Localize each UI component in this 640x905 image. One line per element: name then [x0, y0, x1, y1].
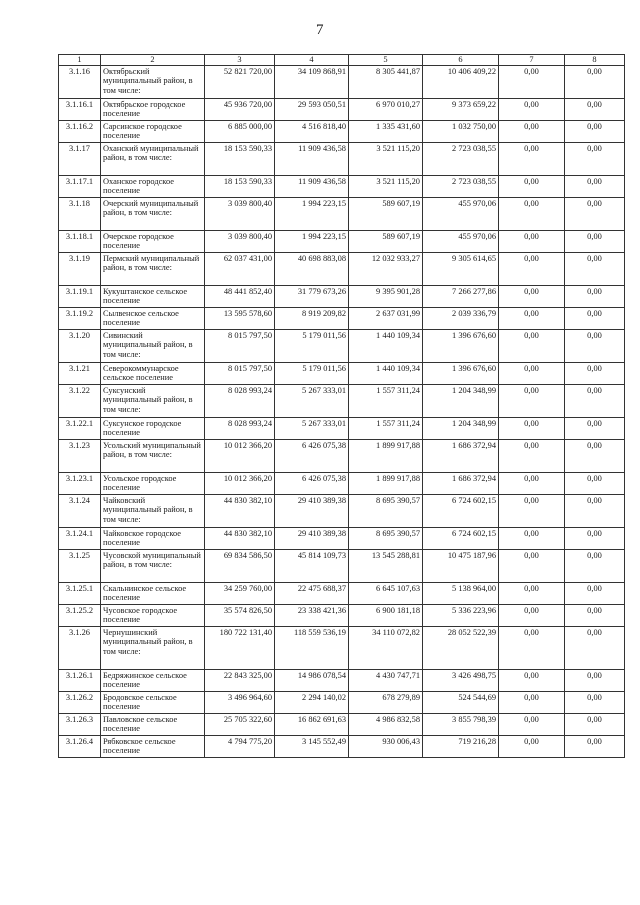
value-col-3: 6 885 000,00	[205, 121, 275, 143]
value-col-5: 4 430 747,71	[349, 670, 423, 692]
value-col-5: 9 395 901,28	[349, 286, 423, 308]
table-row	[59, 330, 625, 363]
value-col-3: 45 936 720,00	[205, 99, 275, 121]
column-header: 2	[101, 55, 205, 66]
column-header: 1	[59, 55, 101, 66]
value-col-5: 1 899 917,88	[349, 440, 423, 473]
value-col-4: 14 986 078,54	[275, 670, 349, 692]
row-name: Усольский муниципальный район, в том числе:	[101, 440, 205, 473]
value-col-6: 1 686 372,94	[423, 473, 499, 495]
value-col-5: 1 899 917,88	[349, 473, 423, 495]
value-col-4: 29 593 050,51	[275, 99, 349, 121]
value-col-3: 8 015 797,50	[205, 330, 275, 363]
row-number: 3.1.16	[59, 66, 101, 99]
value-col-6: 1 204 348,99	[423, 385, 499, 418]
row-name: Суксунский муниципальный район, в том числе:	[101, 385, 205, 418]
row-number: 3.1.25.1	[59, 583, 101, 605]
value-col-7: 0,00	[499, 736, 565, 758]
column-header: 7	[499, 55, 565, 66]
value-col-4: 5 267 333,01	[275, 418, 349, 440]
value-col-4: 6 426 075,38	[275, 440, 349, 473]
value-col-4: 23 338 421,36	[275, 605, 349, 627]
row-name: Чернушинский муниципальный район, в том числе:	[101, 627, 205, 670]
value-col-4: 31 779 673,26	[275, 286, 349, 308]
value-col-3: 13 595 578,60	[205, 308, 275, 330]
row-name: Чусовское городское поселение	[101, 605, 205, 627]
value-col-7: 0,00	[499, 528, 565, 550]
table-row	[59, 473, 625, 495]
table-row	[59, 66, 625, 99]
value-col-3: 44 830 382,10	[205, 495, 275, 528]
value-col-7: 0,00	[499, 143, 565, 176]
value-col-3: 10 012 366,20	[205, 473, 275, 495]
value-col-7: 0,00	[499, 440, 565, 473]
value-col-7: 0,00	[499, 714, 565, 736]
table-row	[59, 692, 625, 714]
value-col-3: 22 843 325,00	[205, 670, 275, 692]
value-col-8: 0,00	[565, 736, 625, 758]
value-col-6: 10 406 409,22	[423, 66, 499, 99]
value-col-5: 2 637 031,99	[349, 308, 423, 330]
value-col-4: 118 559 536,19	[275, 627, 349, 670]
value-col-4: 45 814 109,73	[275, 550, 349, 583]
table-row	[59, 198, 625, 231]
value-col-7: 0,00	[499, 253, 565, 286]
value-col-4: 6 426 075,38	[275, 473, 349, 495]
value-col-5: 1 557 311,24	[349, 418, 423, 440]
value-col-5: 1 440 109,34	[349, 330, 423, 363]
value-col-3: 4 794 775,20	[205, 736, 275, 758]
row-name: Усольское городское поселение	[101, 473, 205, 495]
value-col-5: 13 545 288,81	[349, 550, 423, 583]
value-col-3: 62 037 431,00	[205, 253, 275, 286]
value-col-8: 0,00	[565, 286, 625, 308]
row-number: 3.1.26.4	[59, 736, 101, 758]
value-col-7: 0,00	[499, 583, 565, 605]
column-header: 6	[423, 55, 499, 66]
value-col-6: 5 138 964,00	[423, 583, 499, 605]
row-name: Чайковский муниципальный район, в том числе:	[101, 495, 205, 528]
value-col-8: 0,00	[565, 198, 625, 231]
column-header: 3	[205, 55, 275, 66]
table-row	[59, 253, 625, 286]
value-col-4: 5 179 011,56	[275, 363, 349, 385]
table-row	[59, 231, 625, 253]
table-row	[59, 385, 625, 418]
row-name: Сылвенское сельское поселение	[101, 308, 205, 330]
value-col-5: 8 695 390,57	[349, 495, 423, 528]
value-col-8: 0,00	[565, 143, 625, 176]
table-row	[59, 308, 625, 330]
table-row	[59, 121, 625, 143]
value-col-6: 2 723 038,55	[423, 176, 499, 198]
value-col-6: 455 970,06	[423, 198, 499, 231]
value-col-8: 0,00	[565, 330, 625, 363]
value-col-4: 5 267 333,01	[275, 385, 349, 418]
row-name: Октябрьский муниципальный район, в том числе:	[101, 66, 205, 99]
value-col-6: 3 426 498,75	[423, 670, 499, 692]
value-col-6: 2 723 038,55	[423, 143, 499, 176]
value-col-7: 0,00	[499, 385, 565, 418]
value-col-5: 6 645 107,63	[349, 583, 423, 605]
column-header: 5	[349, 55, 423, 66]
table-body	[59, 55, 625, 758]
row-number: 3.1.19.2	[59, 308, 101, 330]
table-row	[59, 143, 625, 176]
table-row	[59, 550, 625, 583]
row-name: Сивинский муниципальный район, в том числе:	[101, 330, 205, 363]
value-col-8: 0,00	[565, 670, 625, 692]
value-col-3: 48 441 852,40	[205, 286, 275, 308]
value-col-6: 455 970,06	[423, 231, 499, 253]
value-col-5: 678 279,89	[349, 692, 423, 714]
value-col-7: 0,00	[499, 363, 565, 385]
row-number: 3.1.25.2	[59, 605, 101, 627]
value-col-4: 29 410 389,38	[275, 495, 349, 528]
value-col-7: 0,00	[499, 198, 565, 231]
column-header: 4	[275, 55, 349, 66]
value-col-8: 0,00	[565, 385, 625, 418]
value-col-4: 4 516 818,40	[275, 121, 349, 143]
row-name: Октябрьское городское поселение	[101, 99, 205, 121]
value-col-7: 0,00	[499, 99, 565, 121]
value-col-8: 0,00	[565, 176, 625, 198]
table-row	[59, 528, 625, 550]
value-col-6: 1 396 676,60	[423, 330, 499, 363]
value-col-5: 1 440 109,34	[349, 363, 423, 385]
row-name: Очерский муниципальный район, в том числе:	[101, 198, 205, 231]
row-name: Павловское сельское поселение	[101, 714, 205, 736]
value-col-3: 180 722 131,40	[205, 627, 275, 670]
value-col-3: 10 012 366,20	[205, 440, 275, 473]
row-number: 3.1.26	[59, 627, 101, 670]
row-number: 3.1.24	[59, 495, 101, 528]
value-col-3: 52 821 720,00	[205, 66, 275, 99]
value-col-4: 11 909 436,58	[275, 176, 349, 198]
row-number: 3.1.23.1	[59, 473, 101, 495]
row-name: Бедряжинское сельское поселение	[101, 670, 205, 692]
value-col-6: 9 373 659,22	[423, 99, 499, 121]
value-col-5: 8 695 390,57	[349, 528, 423, 550]
row-name: Чайковское городское поселение	[101, 528, 205, 550]
row-number: 3.1.16.2	[59, 121, 101, 143]
value-col-6: 5 336 223,96	[423, 605, 499, 627]
row-number: 3.1.26.3	[59, 714, 101, 736]
value-col-7: 0,00	[499, 550, 565, 583]
value-col-5: 34 110 072,82	[349, 627, 423, 670]
table-row	[59, 714, 625, 736]
value-col-7: 0,00	[499, 286, 565, 308]
value-col-8: 0,00	[565, 253, 625, 286]
value-col-7: 0,00	[499, 627, 565, 670]
value-col-8: 0,00	[565, 231, 625, 253]
row-name: Оханский муниципальный район, в том числе:	[101, 143, 205, 176]
row-number: 3.1.26.2	[59, 692, 101, 714]
value-col-7: 0,00	[499, 670, 565, 692]
value-col-7: 0,00	[499, 121, 565, 143]
row-number: 3.1.19	[59, 253, 101, 286]
value-col-8: 0,00	[565, 692, 625, 714]
value-col-3: 18 153 590,33	[205, 176, 275, 198]
value-col-5: 6 970 010,27	[349, 99, 423, 121]
value-col-7: 0,00	[499, 473, 565, 495]
value-col-3: 3 039 800,40	[205, 198, 275, 231]
value-col-8: 0,00	[565, 495, 625, 528]
value-col-3: 44 830 382,10	[205, 528, 275, 550]
header-row	[59, 55, 625, 66]
table-row	[59, 583, 625, 605]
value-col-5: 8 305 441,87	[349, 66, 423, 99]
value-col-6: 1 204 348,99	[423, 418, 499, 440]
value-col-6: 10 475 187,96	[423, 550, 499, 583]
value-col-5: 930 006,43	[349, 736, 423, 758]
value-col-6: 3 855 798,39	[423, 714, 499, 736]
row-name: Бродовское сельское поселение	[101, 692, 205, 714]
row-number: 3.1.25	[59, 550, 101, 583]
value-col-6: 6 724 602,15	[423, 528, 499, 550]
value-col-6: 6 724 602,15	[423, 495, 499, 528]
value-col-8: 0,00	[565, 550, 625, 583]
value-col-7: 0,00	[499, 66, 565, 99]
value-col-6: 2 039 336,79	[423, 308, 499, 330]
column-header: 8	[565, 55, 625, 66]
value-col-5: 589 607,19	[349, 231, 423, 253]
value-col-7: 0,00	[499, 330, 565, 363]
value-col-4: 40 698 883,08	[275, 253, 349, 286]
value-col-3: 8 028 993,24	[205, 418, 275, 440]
value-col-6: 9 305 614,65	[423, 253, 499, 286]
row-number: 3.1.18	[59, 198, 101, 231]
value-col-4: 3 145 552,49	[275, 736, 349, 758]
value-col-5: 1 335 431,60	[349, 121, 423, 143]
value-col-8: 0,00	[565, 473, 625, 495]
value-col-7: 0,00	[499, 176, 565, 198]
value-col-6: 7 266 277,86	[423, 286, 499, 308]
value-col-3: 25 705 322,60	[205, 714, 275, 736]
row-number: 3.1.18.1	[59, 231, 101, 253]
value-col-8: 0,00	[565, 583, 625, 605]
value-col-3: 69 834 586,50	[205, 550, 275, 583]
value-col-3: 18 153 590,33	[205, 143, 275, 176]
value-col-6: 524 544,69	[423, 692, 499, 714]
value-col-4: 11 909 436,58	[275, 143, 349, 176]
value-col-8: 0,00	[565, 714, 625, 736]
value-col-8: 0,00	[565, 528, 625, 550]
value-col-7: 0,00	[499, 605, 565, 627]
table-row	[59, 440, 625, 473]
table-row	[59, 736, 625, 758]
table-row	[59, 176, 625, 198]
value-col-6: 1 686 372,94	[423, 440, 499, 473]
value-col-4: 16 862 691,63	[275, 714, 349, 736]
value-col-3: 3 039 800,40	[205, 231, 275, 253]
value-col-5: 3 521 115,20	[349, 143, 423, 176]
value-col-4: 29 410 389,38	[275, 528, 349, 550]
value-col-4: 8 919 209,82	[275, 308, 349, 330]
table-row	[59, 99, 625, 121]
row-name: Сарсинское городское поселение	[101, 121, 205, 143]
table-row	[59, 286, 625, 308]
row-number: 3.1.26.1	[59, 670, 101, 692]
value-col-8: 0,00	[565, 418, 625, 440]
value-col-3: 3 496 964,60	[205, 692, 275, 714]
value-col-5: 6 900 181,18	[349, 605, 423, 627]
value-col-4: 5 179 011,56	[275, 330, 349, 363]
row-number: 3.1.22.1	[59, 418, 101, 440]
value-col-8: 0,00	[565, 440, 625, 473]
data-table	[58, 54, 625, 758]
table-row	[59, 670, 625, 692]
value-col-6: 28 052 522,39	[423, 627, 499, 670]
value-col-3: 8 015 797,50	[205, 363, 275, 385]
value-col-5: 589 607,19	[349, 198, 423, 231]
value-col-8: 0,00	[565, 627, 625, 670]
row-number: 3.1.17.1	[59, 176, 101, 198]
value-col-8: 0,00	[565, 66, 625, 99]
row-name: Скальнинское сельское поселение	[101, 583, 205, 605]
table-row	[59, 363, 625, 385]
value-col-7: 0,00	[499, 495, 565, 528]
value-col-7: 0,00	[499, 692, 565, 714]
value-col-4: 22 475 688,37	[275, 583, 349, 605]
value-col-4: 1 994 223,15	[275, 198, 349, 231]
row-number: 3.1.22	[59, 385, 101, 418]
row-number: 3.1.21	[59, 363, 101, 385]
value-col-7: 0,00	[499, 231, 565, 253]
row-name: Очерское городское поселение	[101, 231, 205, 253]
value-col-8: 0,00	[565, 363, 625, 385]
row-number: 3.1.16.1	[59, 99, 101, 121]
value-col-3: 8 028 993,24	[205, 385, 275, 418]
value-col-5: 1 557 311,24	[349, 385, 423, 418]
value-col-4: 2 294 140,02	[275, 692, 349, 714]
row-name: Кукуштанское сельское поселение	[101, 286, 205, 308]
row-number: 3.1.17	[59, 143, 101, 176]
value-col-5: 4 986 832,58	[349, 714, 423, 736]
row-number: 3.1.24.1	[59, 528, 101, 550]
value-col-5: 12 032 933,27	[349, 253, 423, 286]
row-name: Оханское городское поселение	[101, 176, 205, 198]
value-col-5: 3 521 115,20	[349, 176, 423, 198]
row-name: Рябковское сельское поселение	[101, 736, 205, 758]
table-row	[59, 418, 625, 440]
row-name: Чусовской муниципальный район, в том числе:	[101, 550, 205, 583]
row-name: Северокоммунарское сельское поселение	[101, 363, 205, 385]
value-col-4: 34 109 868,91	[275, 66, 349, 99]
row-number: 3.1.23	[59, 440, 101, 473]
table-row	[59, 495, 625, 528]
page-number: 7	[316, 22, 324, 38]
row-number: 3.1.19.1	[59, 286, 101, 308]
value-col-7: 0,00	[499, 308, 565, 330]
table-row	[59, 605, 625, 627]
row-number: 3.1.20	[59, 330, 101, 363]
value-col-8: 0,00	[565, 605, 625, 627]
value-col-7: 0,00	[499, 418, 565, 440]
value-col-6: 1 032 750,00	[423, 121, 499, 143]
row-name: Суксунское городское поселение	[101, 418, 205, 440]
value-col-3: 34 259 760,00	[205, 583, 275, 605]
table-row	[59, 627, 625, 670]
value-col-8: 0,00	[565, 99, 625, 121]
value-col-6: 1 396 676,60	[423, 363, 499, 385]
value-col-4: 1 994 223,15	[275, 231, 349, 253]
value-col-8: 0,00	[565, 121, 625, 143]
value-col-3: 35 574 826,50	[205, 605, 275, 627]
value-col-8: 0,00	[565, 308, 625, 330]
row-name: Пермский муниципальный район, в том числе:	[101, 253, 205, 286]
value-col-6: 719 216,28	[423, 736, 499, 758]
